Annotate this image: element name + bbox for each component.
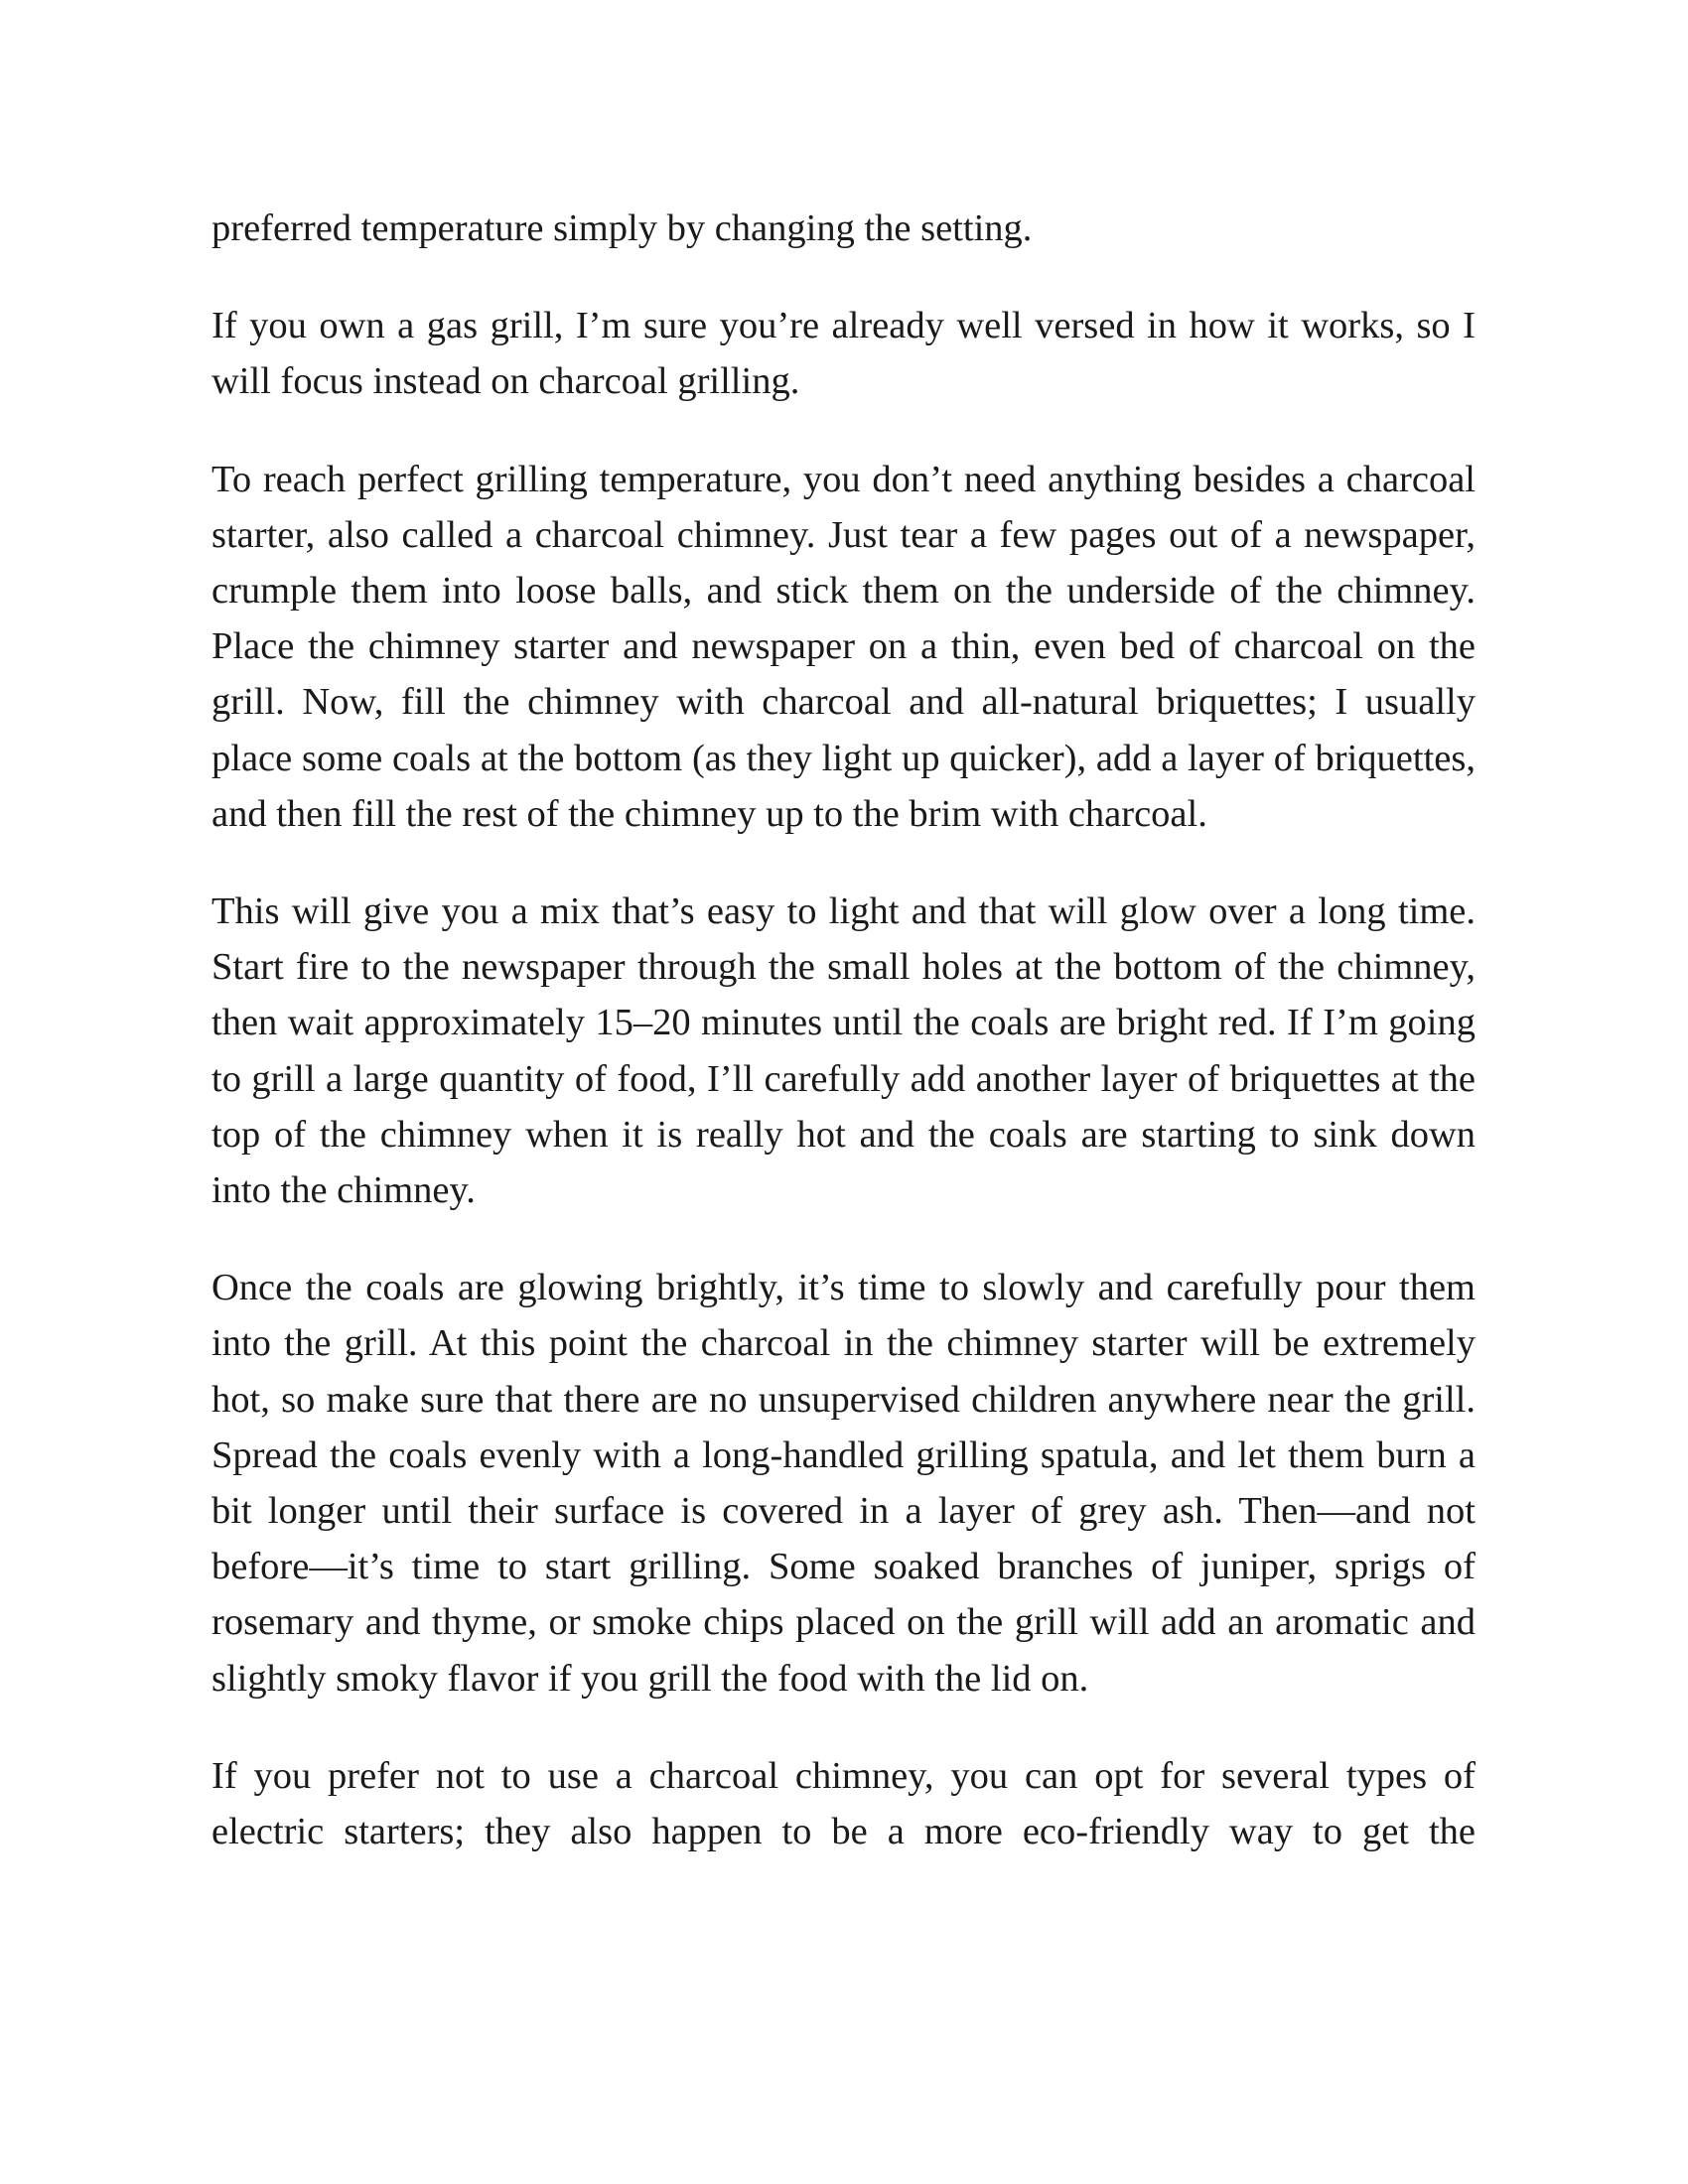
paragraph-gas-grill: If you own a gas grill, I’m sure you’re already well versed in how it works, so I will focus instead on charcoal grilling. [211, 305, 1476, 403]
paragraph-lighting: This will give you a mix that’s easy to light and that will glow over a long time. Start fire to the newspaper through the small holes at the bottom of the chimney, then wait approximately 15–20 minutes until the coals are bright red. If I’m going to grill a large quantity of food, I’ll carefully add another layer of briquettes at the top of the chimney when it is really hot and the coals are starting to sink down into the chimney. [211, 890, 1476, 1212]
page-body [211, 201, 1476, 1859]
paragraph-electric-starters: If you prefer not to use a charcoal chimney, you can opt for several types of electric starters; they also happen to be a more eco-friendly way to get the [211, 1754, 1476, 1853]
paragraph-pouring-coals: Once the coals are glowing brightly, it’s time to slowly and carefully pour them into the grill. At this point the charcoal in the chimney starter will be extremely hot, so make sure that there are no unsupervised children anywhere near the grill. Spread the coals evenly with a long-handled grilling spatula, and let them burn a bit longer until their surface is covered in a layer of grey ash. Then—and not before—it’s time to start grilling. Some soaked branches of juniper, sprigs of rosemary and thyme, or smoke chips placed on the grill will add an aromatic and slightly smoky flavor if you grill the food with the lid on. [211, 1267, 1476, 1700]
paragraph-continuation: preferred temperature simply by changing the setting. [211, 207, 1033, 249]
paragraph-charcoal-chimney: To reach perfect grilling temperature, you don’t need anything besides a charcoal starter, also called a charcoal chimney. Just tear a few pages out of a newspaper, crumple them into loose balls, and stick them on the underside of the chimney. Place the chimney starter and newspaper on a thin, even bed of charcoal on the grill. Now, fill the chimney with charcoal and all-natural briquettes; I usually place some coals at the bottom (as they light up quicker), add a layer of briquettes, and then fill the rest of the chimney up to the brim with charcoal. [211, 458, 1476, 835]
